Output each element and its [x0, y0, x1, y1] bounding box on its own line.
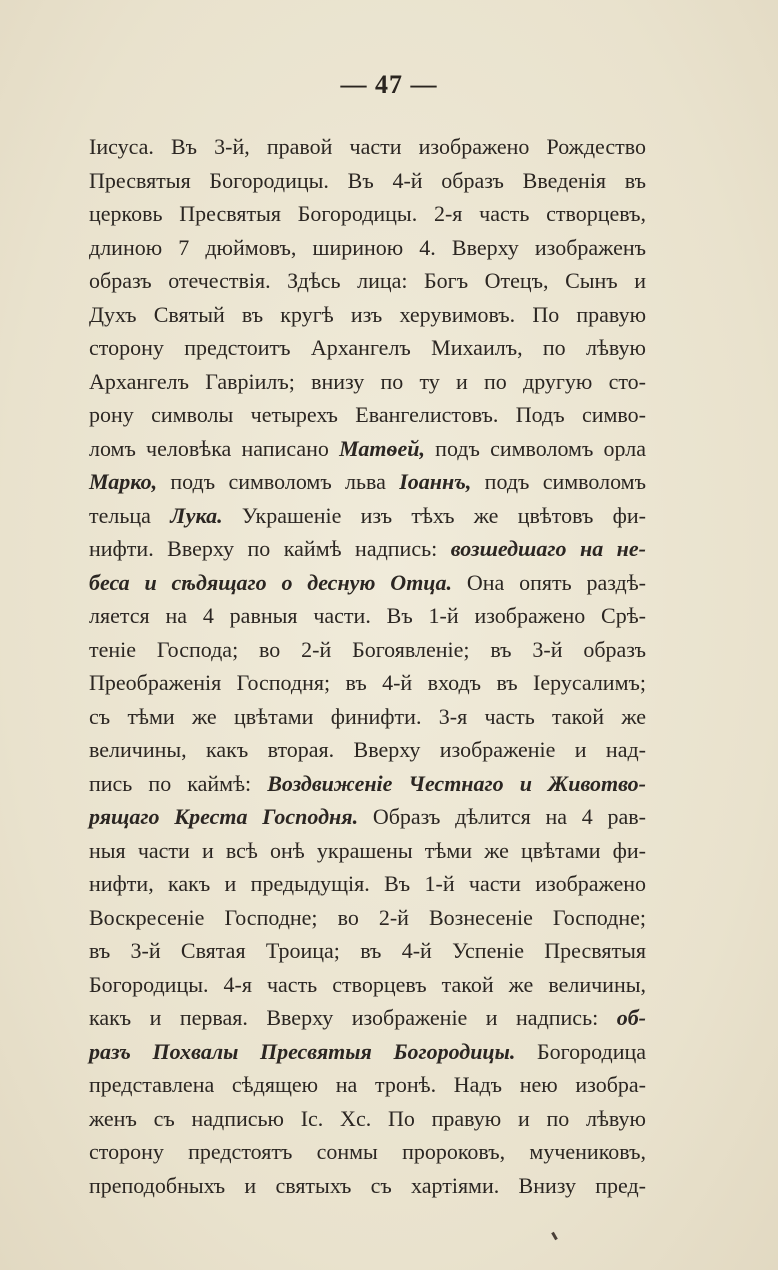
italic-quote: Матѳей,: [339, 435, 425, 461]
text-run: Богородица: [515, 1038, 646, 1064]
text-run: тельца: [89, 502, 171, 528]
text-run: Образъ дѣлится на 4 рав-: [358, 804, 646, 829]
text-line: [89, 1169, 646, 1203]
italic-quote: рящаго Креста Господня.: [89, 804, 359, 829]
text-line: [89, 432, 646, 466]
text-run: Украшеніе изъ тѣхъ же цвѣтовъ фи-: [222, 502, 646, 528]
text-run: рону символы четырехъ Евангелистовъ. Подъ симво-: [89, 402, 646, 427]
text-run: Архангелъ Гавріилъ; внизу по ту и по другую сто-: [89, 368, 646, 394]
text-run: церковь Пресвятыя Богородицы. 2-я часть створцевъ,: [89, 201, 646, 226]
text-line: [89, 130, 646, 164]
text-run: преподобныхъ и святыхъ съ хартіями. Внизу пред-: [89, 1172, 646, 1198]
text-run: сторону предстоятъ сонмы пророковъ, мучениковъ,: [89, 1139, 646, 1164]
italic-quote: об-: [616, 1005, 646, 1030]
text-line: [89, 465, 646, 499]
text-line: [89, 834, 646, 868]
text-run: нифти, какъ и предыдущія. Въ 1-й части изображено: [89, 871, 646, 896]
text-run: ныя части и всѣ онѣ украшены тѣми же цвѣтами фи-: [89, 837, 646, 863]
italic-quote: разъ Похвалы Пресвятыя Богородицы.: [89, 1038, 516, 1064]
text-line: [89, 666, 646, 700]
text-line: [89, 197, 646, 231]
text-line: [89, 968, 646, 1002]
text-run: подъ символомъ льва: [157, 469, 400, 494]
text-run: теніе Господа; во 2-й Богоявленіе; въ 3-й образъ: [89, 636, 646, 662]
text-run: Іисуса. Въ 3-й, правой части изображено Рождество: [89, 134, 646, 159]
text-line: [89, 599, 646, 633]
italic-quote: беса и сѣдящаго о десную Отца.: [89, 569, 453, 595]
text-line: [89, 532, 646, 566]
text-line: [89, 566, 646, 600]
text-run: представлена сѣдящею на тронѣ. Надъ нею изобра-: [89, 1072, 646, 1097]
text-line: [89, 700, 646, 734]
text-line: [89, 934, 646, 968]
text-run: Воскресеніе Господне; во 2-й Вознесеніе Господне;: [89, 904, 646, 930]
text-run: женъ съ надписью Іс. Хс. По правую и по лѣвую: [89, 1105, 646, 1131]
text-line: [89, 767, 646, 801]
text-line: [89, 1102, 646, 1136]
page-number: — 47 —: [340, 70, 438, 99]
text-run: величины, какъ вторая. Вверху изображеніе и над-: [89, 737, 646, 762]
text-line: [89, 633, 646, 667]
italic-quote: Воздвиженіе Честнаго и Животво-: [267, 770, 646, 796]
text-line: [89, 231, 646, 265]
text-line: [89, 264, 646, 298]
text-run: ломъ человѣка написано: [89, 435, 340, 461]
text-line: [89, 1001, 646, 1035]
text-line: [89, 901, 646, 935]
text-line: [89, 499, 646, 533]
text-run: Преображенія Господня; въ 4-й входъ въ Іерусалимъ;: [89, 670, 646, 695]
text-run: нифти. Вверху по каймѣ надпись:: [89, 536, 451, 561]
text-run: пись по каймѣ:: [89, 770, 268, 796]
text-run: подъ символомъ орла: [424, 435, 646, 461]
text-run: сторону предстоитъ Архангелъ Михаилъ, по лѣвую: [89, 335, 646, 360]
text-run: образъ отечествія. Здѣсь лица: Богъ Отецъ, Сынъ и: [89, 268, 646, 293]
text-line: [89, 298, 646, 332]
text-line: [89, 867, 646, 901]
italic-quote: возшедшаго на не-: [450, 536, 646, 561]
body-text: [89, 130, 646, 1202]
ink-speck: [551, 1232, 558, 1240]
text-run: подъ символомъ: [471, 469, 646, 494]
text-run: Богородицы. 4-я часть створцевъ такой же величины,: [89, 971, 646, 997]
text-line: [89, 733, 646, 767]
text-line: [89, 331, 646, 365]
italic-quote: Марко,: [89, 469, 158, 494]
text-run: какъ и первая. Вверху изображеніе и надпись:: [89, 1005, 617, 1030]
text-line: [89, 1035, 646, 1069]
text-run: Она опять раздѣ-: [452, 569, 646, 595]
text-line: [89, 800, 646, 834]
text-line: [89, 1135, 646, 1169]
text-line: [89, 365, 646, 399]
text-run: съ тѣми же цвѣтами финифти. 3-я часть такой же: [89, 703, 646, 729]
text-line: [89, 1068, 646, 1102]
italic-quote: Лука.: [170, 502, 223, 528]
text-run: ляется на 4 равныя части. Въ 1-й изображено Срѣ-: [89, 603, 646, 628]
text-run: длиною 7 дюймовъ, шириною 4. Вверху изображенъ: [89, 234, 646, 260]
text-run: Пресвятыя Богородицы. Въ 4-й образъ Введенія въ: [89, 167, 646, 193]
text-line: [89, 398, 646, 432]
text-run: въ 3-й Святая Троица; въ 4-й Успеніе Пресвятыя: [89, 938, 646, 963]
text-line: [89, 164, 646, 198]
text-run: Духъ Святый въ кругѣ изъ херувимовъ. По правую: [89, 301, 646, 327]
italic-quote: Іоаннъ,: [399, 469, 472, 494]
